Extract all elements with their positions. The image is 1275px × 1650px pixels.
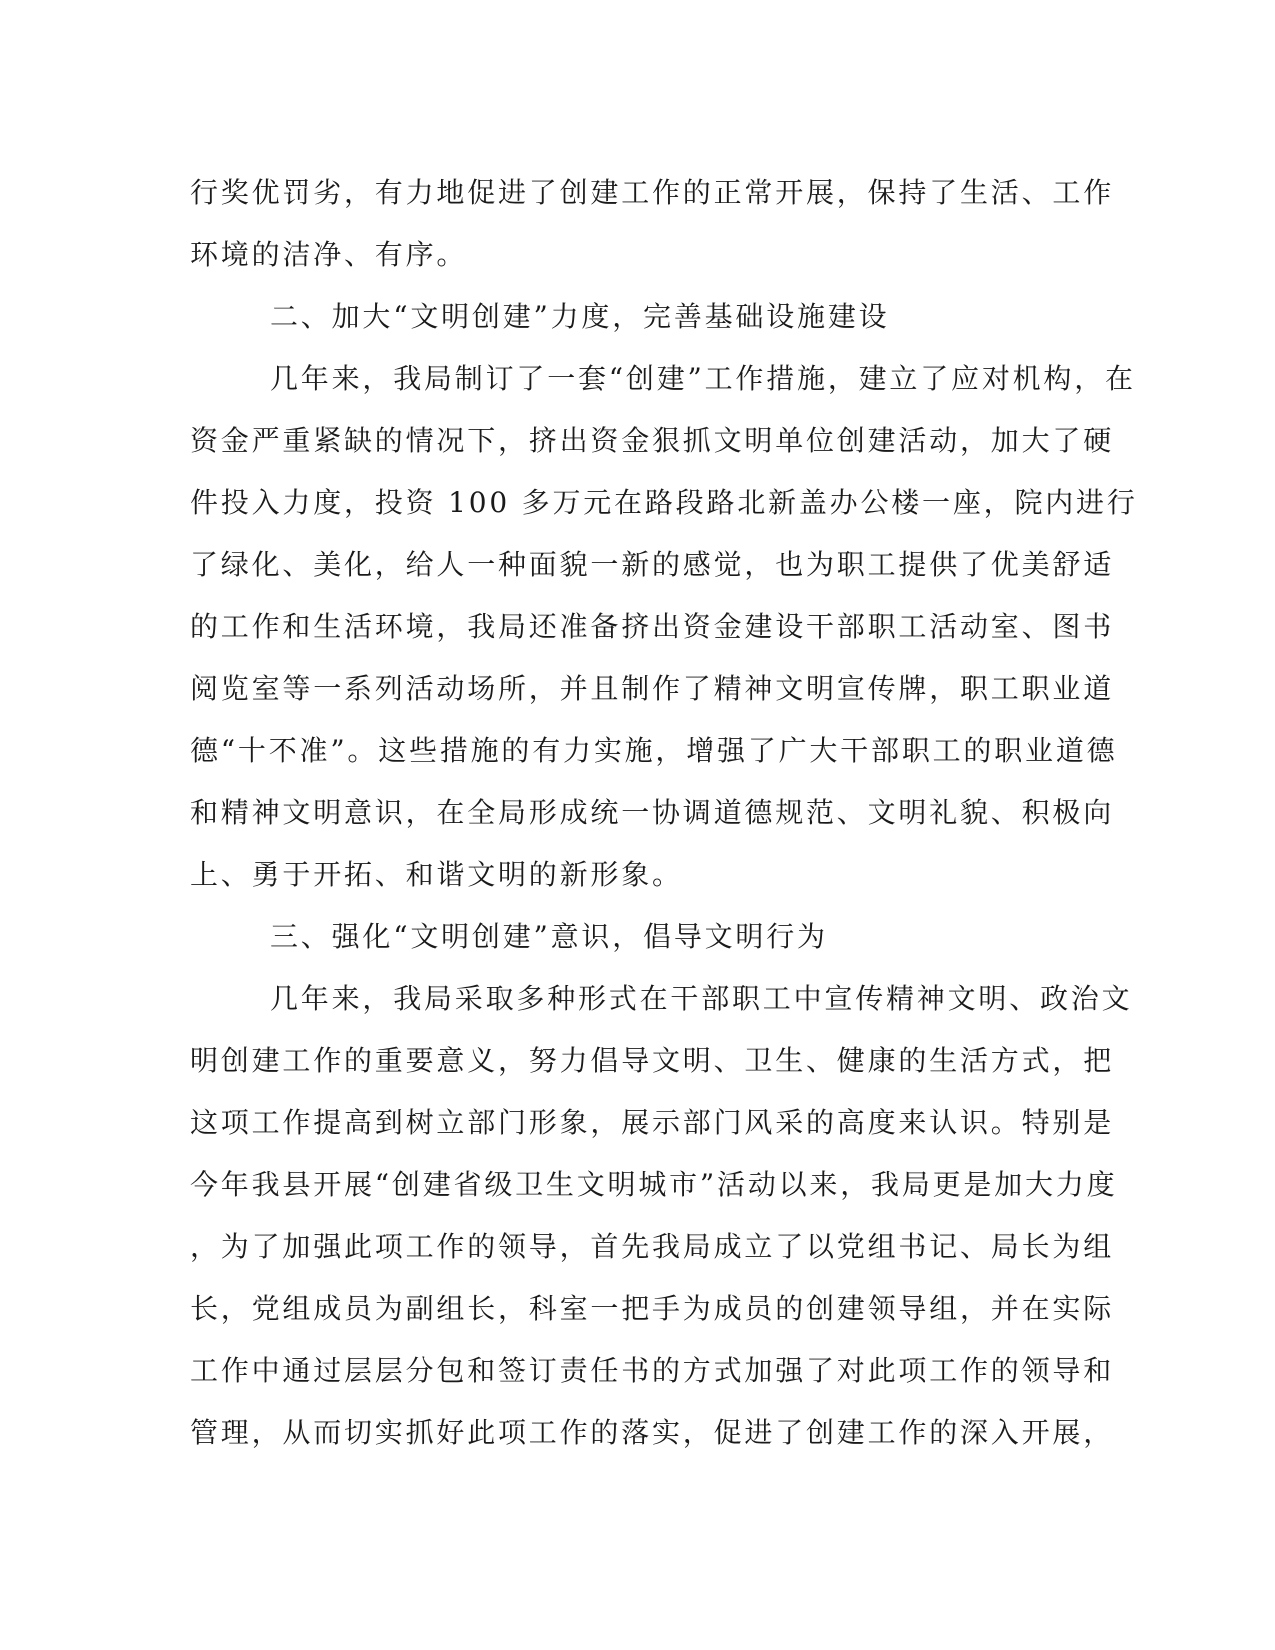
body-text-line: 管理，从而切实抓好此项工作的落实，促进了创建工作的深入开展，: [190, 1416, 1115, 1449]
body-text-line: 资金严重紧缺的情况下，挤出资金狠抓文明单位创建活动，加大了硬: [190, 424, 1115, 457]
body-text-line: 和精神文明意识，在全局形成统一协调道德规范、文明礼貌、积极向: [190, 796, 1115, 829]
body-text-line: 阅览室等一系列活动场所，并且制作了精神文明宣传牌，职工职业道: [190, 672, 1115, 705]
section-heading-3: 三、强化“文明创建”意识，倡导文明行为: [270, 920, 828, 953]
body-text-line: 了绿化、美化，给人一种面貌一新的感觉，也为职工提供了优美舒适: [190, 548, 1115, 581]
body-text-line: 行奖优罚劣，有力地促进了创建工作的正常开展，保持了生活、工作: [190, 176, 1115, 209]
body-text-line: 工作中通过层层分包和签订责任书的方式加强了对此项工作的领导和: [190, 1354, 1115, 1387]
body-text-line: 上、勇于开拓、和谐文明的新形象。: [190, 858, 683, 891]
body-text-line: 长，党组成员为副组长，科室一把手为成员的创建领导组，并在实际: [190, 1292, 1115, 1325]
body-text-line: 这项工作提高到树立部门形象，展示部门风采的高度来认识。特别是: [190, 1106, 1115, 1139]
body-text-line: 明创建工作的重要意义，努力倡导文明、卫生、健康的生活方式，把: [190, 1044, 1115, 1077]
body-text-line: 几年来，我局制订了一套“创建”工作措施，建立了应对机构，在: [270, 362, 1136, 395]
body-text-line: 几年来，我局采取多种形式在干部职工中宣传精神文明、政治文: [270, 982, 1133, 1015]
body-text-line: 的工作和生活环境，我局还准备挤出资金建设干部职工活动室、图书: [190, 610, 1115, 643]
document-body: [190, 162, 1138, 1464]
body-text-line: ，为了加强此项工作的领导，首先我局成立了以党组书记、局长为组: [190, 1230, 1115, 1263]
body-text-line: 件投入力度，投资 100 多万元在路段路北新盖办公楼一座，院内进行: [190, 486, 1138, 519]
section-heading-2: 二、加大“文明创建”力度，完善基础设施建设: [270, 300, 890, 333]
body-text-line: 今年我县开展“创建省级卫生文明城市”活动以来，我局更是加大力度: [190, 1168, 1118, 1201]
body-text-line: 环境的洁净、有序。: [190, 238, 468, 271]
body-text-line: 德“十不准”。这些措施的有力实施，增强了广大干部职工的职业道德: [190, 734, 1118, 767]
